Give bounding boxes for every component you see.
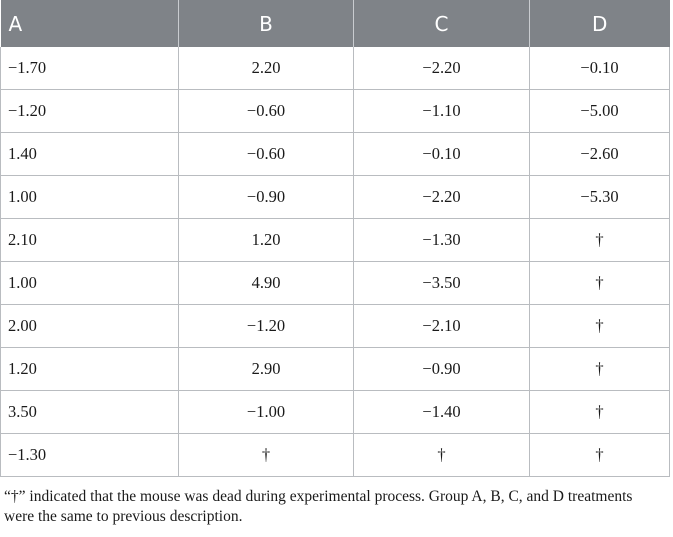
table-cell-c: † (354, 434, 530, 477)
column-header-d: D (530, 0, 670, 47)
table-cell-a: 1.00 (1, 262, 179, 305)
table-cell-b: −1.20 (179, 305, 354, 348)
table-cell-b: −1.00 (179, 391, 354, 434)
table-cell-a: 1.40 (1, 133, 179, 176)
table-cell-c: −0.10 (354, 133, 530, 176)
table-cell-d: −2.60 (530, 133, 670, 176)
table-cell-a: −1.30 (1, 434, 179, 477)
table-cell-d: † (530, 305, 670, 348)
table-row (1, 176, 670, 219)
table-cell-c: −2.20 (354, 176, 530, 219)
table-row (1, 47, 670, 90)
table-cell-b: −0.60 (179, 90, 354, 133)
table-cell-d: † (530, 348, 670, 391)
table-cell-a: −1.70 (1, 47, 179, 90)
table-cell-a: 2.10 (1, 219, 179, 262)
table-cell-a: −1.20 (1, 90, 179, 133)
table-header (1, 0, 670, 47)
column-header-b: B (179, 0, 354, 47)
table-row (1, 133, 670, 176)
table-cell-a: 1.20 (1, 348, 179, 391)
table-cell-c: −2.20 (354, 47, 530, 90)
table-cell-d: † (530, 391, 670, 434)
table-row (1, 305, 670, 348)
column-header-c: C (354, 0, 530, 47)
table-cell-d: † (530, 262, 670, 305)
table-row (1, 90, 670, 133)
table-row (1, 348, 670, 391)
table-cell-d: −5.00 (530, 90, 670, 133)
table-cell-a: 1.00 (1, 176, 179, 219)
table-cell-b: 4.90 (179, 262, 354, 305)
table-cell-d: † (530, 219, 670, 262)
table-cell-b: 2.90 (179, 348, 354, 391)
column-header-a: A (1, 0, 179, 47)
table-cell-c: −1.30 (354, 219, 530, 262)
table-cell-b: −0.60 (179, 133, 354, 176)
table-row (1, 219, 670, 262)
table-cell-b: 2.20 (179, 47, 354, 90)
table-cell-b: 1.20 (179, 219, 354, 262)
table-row (1, 434, 670, 477)
table-cell-d: −0.10 (530, 47, 670, 90)
table-row (1, 262, 670, 305)
table-cell-d: −5.30 (530, 176, 670, 219)
table-cell-c: −3.50 (354, 262, 530, 305)
table-cell-c: −0.90 (354, 348, 530, 391)
table-footnote: “†” indicated that the mouse was dead during experimental process. Group A, B, C, and D treatments were the same to previous description. (4, 488, 633, 525)
table-cell-c: −1.40 (354, 391, 530, 434)
table-body (1, 47, 670, 477)
table-cell-b: † (179, 434, 354, 477)
table-cell-b: −0.90 (179, 176, 354, 219)
table-cell-d: † (530, 434, 670, 477)
table-row (1, 391, 670, 434)
table-cell-a: 2.00 (1, 305, 179, 348)
table-cell-a: 3.50 (1, 391, 179, 434)
table-cell-c: −2.10 (354, 305, 530, 348)
table-cell-c: −1.10 (354, 90, 530, 133)
header-row (1, 0, 670, 47)
